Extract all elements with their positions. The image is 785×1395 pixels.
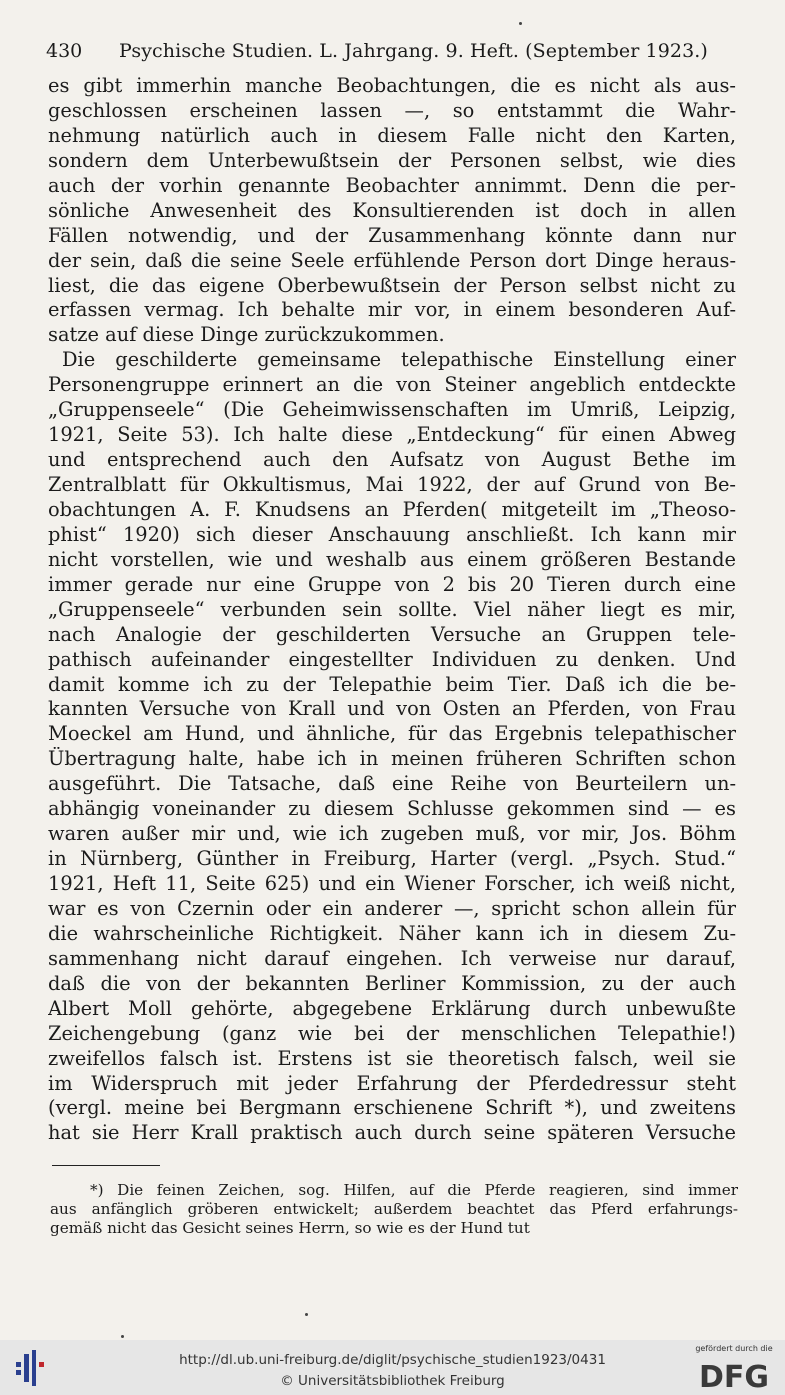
copyright-notice: © Universitätsbibliothek Freiburg [280,1373,505,1389]
page-number: 430 [46,40,83,62]
text-line: liest, die das eigene Oberbewußtsein der Person selbst nicht zu [48,273,736,297]
footnote-line: aus anfänglich gröberen entwickelt; außerdem beachtet das Pferd erfahrungs- [50,1200,738,1219]
dfg-logo-icon [690,1344,778,1392]
text-line: geschlossen erscheinen lassen —, so entstammt die Wahr- [48,98,736,122]
text-line: satze auf diese Dinge zurückzukommen. [48,323,445,347]
text-line: die wahrscheinliche Richtigkeit. Näher kann ich in diesem Zu- [48,921,736,945]
text-line: 1921, Heft 11, Seite 625) und ein Wiener Forscher, ich weiß nicht, [48,872,736,895]
text-line: abhängig voneinander zu diesem Schlusse gekommen sind — es [48,797,736,821]
text-line: nicht vorstellen, wie und weshalb aus einem größeren Bestande [48,547,736,571]
footer-bar [0,1340,785,1395]
text-line: Moeckel am Hund, und ähnliche, für das Ergebnis telepathischer [48,722,736,746]
footnote [50,1181,738,1239]
text-line: der sein, daß die seine Seele erfühlende Person dort Dinge heraus- [48,248,736,272]
text-line: im Widerspruch mit jeder Erfahrung der Pferdedressur steht [48,1071,736,1095]
scan-speck [305,1313,308,1316]
text-line: „Gruppenseele“ (Die Geheimwissenschaften im Umriß, Leipzig, [48,398,736,422]
text-line: Die geschilderte gemeinsame telepathische Einstellung einer [62,348,736,372]
text-line: es gibt immerhin manche Beobachtungen, die es nicht als aus- [48,74,736,97]
text-line: ausgeführt. Die Tatsache, daß eine Reihe von Beurteilern un- [48,772,736,796]
text-line: 1921, Seite 53). Ich halte diese „Entdeckung“ für einen Abweg [48,423,736,447]
text-line: und entsprechend auch den Aufsatz von August Bethe im [48,448,736,472]
dfg-logo [690,1344,778,1392]
text-line: daß die von der bekannten Berliner Kommission, zu der auch [48,971,736,995]
text-line: Personengruppe erinnert an die von Steiner angeblich entdeckte [48,373,736,397]
dfg-logo-text: DFG [698,1360,770,1392]
footnote-line: gemäß nicht das Gesicht seines Herrn, so wie es der Hund tut [50,1219,530,1238]
text-line: sondern dem Unterbewußtsein der Personen selbst, wie dies [48,148,736,172]
text-line: auch der vorhin genannte Beobachter annimmt. Denn die per- [48,173,736,197]
text-line: phist“ 1920) sich dieser Anschauung anschließt. Ich kann mir [48,522,736,546]
dfg-funding-note: gefördert durch die [695,1344,773,1353]
scan-speck [121,1335,124,1338]
text-line: Übertragung halte, habe ich in meinen früheren Schriften schon [48,747,736,771]
source-url-link[interactable]: http://dl.ub.uni-freiburg.de/diglit/psychische_studien1923/0431 [179,1352,606,1368]
text-line: Albert Moll gehörte, abgegebene Erklärung durch unbewußte [48,996,736,1020]
text-line: zweifellos falsch ist. Erstens ist sie theoretisch falsch, weil sie [48,1046,736,1070]
text-line: waren außer mir und, wie ich zugeben muß, vor mir, Jos. Böhm [48,822,736,846]
text-line: nach Analogie der geschilderten Versuche an Gruppen tele- [48,622,736,646]
text-line: erfassen vermag. Ich behalte mir vor, in einem besonderen Auf- [48,298,736,322]
text-line: Fällen notwendig, und der Zusammenhang könnte dann nur [48,223,736,247]
text-line: sönliche Anwesenheit des Konsultierenden ist doch in allen [48,198,736,222]
body-text [48,74,736,1146]
footnote-line: *) Die feinen Zeichen, sog. Hilfen, auf die Pferde reagieren, sind immer [90,1181,738,1199]
text-line: nehmung natürlich auch in diesem Falle nicht den Karten, [48,123,736,147]
running-title: Psychische Studien. L. Jahrgang. 9. Heft. (September 1923.) [119,40,708,62]
text-line: Zeichengebung (ganz wie bei der menschlichen Telepathie!) [48,1021,736,1045]
text-line: hat sie Herr Krall praktisch auch durch seine späteren Versuche [48,1121,736,1145]
text-line: in Nürnberg, Günther in Freiburg, Harter (vergl. „Psych. Stud.“ [48,847,736,871]
text-line: immer gerade nur eine Gruppe von 2 bis 20 Tieren durch eine [48,572,736,596]
running-header [46,38,736,64]
text-line: war es von Czernin oder ein anderer —, spricht schon allein für [48,896,736,920]
text-line: kannten Versuche von Krall und von Osten an Pferden, von Frau [48,697,736,721]
scan-speck [519,22,522,25]
text-line: sammenhang nicht darauf eingehen. Ich verweise nur darauf, [48,946,736,970]
text-line: Zentralblatt für Okkultismus, Mai 1922, der auf Grund von Be- [48,473,736,496]
text-line: (vergl. meine bei Bergmann erschienene Schrift *), und zweitens [48,1096,736,1120]
text-line: damit komme ich zu der Telepathie beim Tier. Daß ich die be- [48,672,736,696]
text-line: pathisch aufeinander eingestellter Individuen zu denken. Und [48,647,736,671]
text-line: obachtungen A. F. Knudsens an Pferden( mitgeteilt im „Theoso- [48,497,736,521]
footnote-rule [52,1165,160,1166]
text-line: „Gruppenseele“ verbunden sein sollte. Viel näher liegt es mir, [48,597,736,621]
